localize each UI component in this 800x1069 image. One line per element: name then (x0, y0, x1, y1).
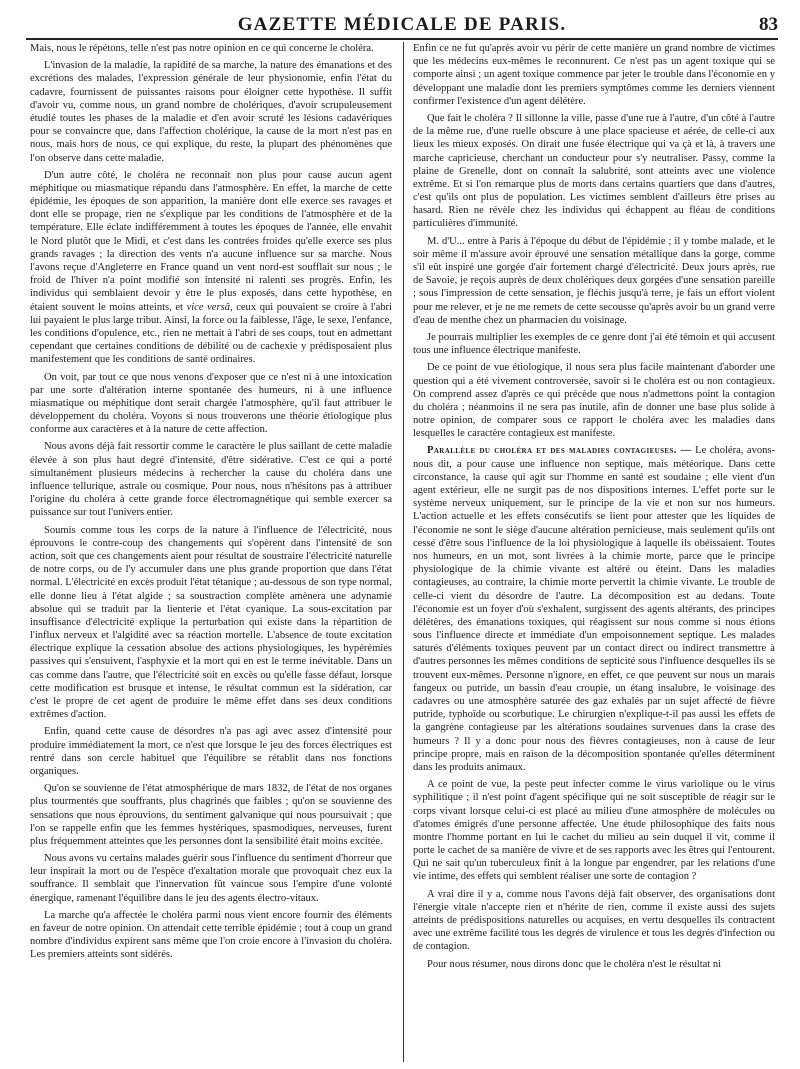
paragraph: Nous avons vu certains malades guérir sous l'influence du sentiment d'horreur que leur inspirait la mort ou de l'espèce d'exaltation morale que provoquait chez eux la souffrance. Il semblait que l'innervation fût vaincue sous l'empire d'une volonté énergique, ramenant l'équilibre dans le jeu des agents électro-vitaux. (30, 853, 392, 904)
paragraph: A ce point de vue, la peste peut infecter comme le virus variolique ou le virus syphilitique ; il n'est point d'agent spécifique qui ne soit susceptible de réagir sur le corps vivant lorsque celui-ci est placé au milieu d'une atmosphère de molécules ou d'atomes émigrés d'une personne affectée. Une étude philosophique des faits nous montre l'homme portant en lui le cachet du milieu au sein duquel il vit, comme il porte le cachet de sa manière de vivre et de ses rapports avec les êtres qui l'entourent. Qui ne sait qu'un tuberculeux finit à la longue par engendrer, par les relations d'une vie intime, des effets qui semblent réaliser une sorte de contagion ? (413, 779, 775, 883)
section-body: Le choléra, avons-nous dit, a pour cause une influence non septique, mais météorique. Dans cette circonstance, la cause qui agit sur l'homme en santé est soudaine ; elle vient d'un agent extérieur, elle ne surgit pas de nos dispositions internes. L'effet porte sur le système nerveux uniquement, sur le principe de la vie et non sur nos humeurs. L'action actuelle et les effets consécutifs se lient pour attester que les liquides de l'économie ne sont le siège d'aucune altération pernicieuse, mais seulement qu'ils ont cessé d'être sous l'influence de la loi physiologique à laquelle ils obéissaient. Toutes nos humeurs, en un mot, sont livrées à la chimie morte, parce que le principe physiologique de la chimie vivante est altéré ou éteint. Dans les maladies contagieuses, au contraire, la chimie morte pervertit la chimie vivante. Le trouble de celle-ci vient du désordre de l'autre. La décomposition est au dedans. Toute l'économie est un foyer d'où s'exhalent, surgissent des agents altérants, des principes délétères, des émanations toxiques, qui réagissent sur nous comme si nous étions sous l'influence directe et immédiate d'un empoisonnement septique. Les malades saturés d'éléments toxiques peuvent par un contact direct ou indirect transmettre à d'autres personnes les mêmes conditions de septicité sous l'influence desquelles ils se trouvent eux-mêmes. Personne n'ignore, en effet, ce que peuvent sur nous un marais fangeux ou putride, un bassin d'eau croupie, un étang insalubre, le voisinage des cadavres ou une atmosphère saturée des gaz exhalés par un sujet affecté de fièvre putride, typhoïde ou scorbutique. Le chirurgien n'explique-t-il pas aussi les effets de la gangrène contagieuse par les altérations soudaines survenues dans la crase des humeurs ? Il y a donc pour nous des fièvres contagieuses, non à cause de leur principe propre, mais en raison de la décomposition spontanée qu'elles déterminent dans les produits animaux. (413, 445, 775, 773)
paragraph: Mais, nous le répétons, telle n'est pas notre opinion en ce qui concerne le choléra. (30, 43, 374, 54)
paragraph: On voit, par tout ce que nous venons d'exposer que ce n'est ni à une intoxication par une sorte d'altération interne spontanée des humeurs, ni à une influence miasmatique ou méphitique dont serait chargée l'atmosphère, qu'il faut attribuer le développement du choléra. Voyons si nous trouverons une théorie étiologique plus conforme aux caractères et à la nature de cette affection. (30, 371, 392, 436)
paragraph: Enfin ce ne fut qu'après avoir vu périr de cette manière un grand nombre de victimes que les médecins eux-mêmes le reconnurent. Ce n'est pas un agent toxique qui se comporte ainsi ; un agent toxique commence par jeter le trouble dans l'économie en y développant une maladie dont les premiers symptômes comme les derniers viennent confirmer l'existence d'un agent délétère. (413, 43, 775, 107)
paragraph: De ce point de vue étiologique, il nous sera plus facile maintenant d'aborder une question qui a été vivement controversée, savoir si le choléra est ou non contagieux. On comprend assez d'après ce qui précède que nous n'admettons point la contagion du choléra ; néanmoins il ne sera pas inutile, afin de donner une base plus solide à notre opinion, de comparer sous ce rapport le choléra avec les maladies dans lesquelles le caractère contagieux est manifeste. (413, 362, 775, 440)
paragraph: Que fait le choléra ? Il sillonne la ville, passe d'une rue à l'autre, d'un côté à l'autre de la même rue, d'une ruelle obscure à une place spacieuse et aérée, de celle-ci aux lieux les mieux exposés. On dirait une fusée électrique qui va çà et là, à travers une marche capricieuse, cherchant un conducteur pour s'y neutraliser. Passy, comme la plaine de Grenelle, dont on connaît la salubrité, sont atteints avec une violence extrême. Et si l'on remarque plus de morts dans certains quartiers que dans d'autres, c'est qu'ils ont plus de population. Les victimes semblent d'ailleurs être prises au hasard. Rien ne révèle chez les individus qui échappent au fléau de conditions particulières d'immunité. (413, 112, 775, 230)
journal-title: GAZETTE MÉDICALE DE PARIS. (237, 14, 567, 35)
column-divider (403, 42, 404, 1062)
page-header (26, 10, 778, 40)
paragraph: Je pourrais multiplier les exemples de ce genre dont j'ai été témoin et qui accusent tous une influence électrique manifeste. (413, 331, 775, 357)
section-paragraph (413, 444, 775, 774)
paragraph: Nous avons déjà fait ressortir comme le caractère le plus saillant de cette maladie élevée à son plus haut degré d'intensité, d'être sidérative. C'est ce qui a porté simultanément plusieurs médecins à rechercher la cause du choléra dans une influence tellurique, astrale ou cosmique. Pour nous, nous n'hésitons pas à attribuer l'origine du choléra à cette grande force électromagnétique qui semble exercer sa puissance sur tout l'univers entier. (30, 441, 392, 519)
section-heading: Parallèle du choléra et des maladies contagieuses. — (427, 445, 692, 457)
paragraph: M. d'U... entre à Paris à l'époque du début de l'épidémie ; il y tombe malade, et le soir même il m'assure avoir éprouvé une sensation métallique dans la gorge, comme s'il eût inspiré une gorgée d'air fortement chargé d'électricité. Deux jours après, rue de Savoie, je reçois auprès de deux cholériques deux gorgées d'une sensation pareille ; sous l'impression de cette sensation, je fléchis jusqu'à terre, je fais un effort violent pour me relever, et je ne me remets de cette secousse qu'après avoir bu un grand verre d'eau de menthe chez un pharmacien du voisinage. (413, 235, 775, 326)
paragraph: Enfin, quand cette cause de désordres n'a pas agi avec assez d'intensité pour produire immédiatement la mort, ce n'est que lorsque le jeu des forces électriques est rentré dans son cercle habituel que l'équilibre se rétablit dans nos fonctions organiques. (30, 726, 392, 777)
page-number: 83 (759, 14, 778, 35)
paragraph: L'invasion de la maladie, la rapidité de sa marche, la nature des émanations et des excrétions des malades, l'expression générale de leur physionomie, enfin l'état du cadavre, fournissent de puissantes raisons pour éloigner cette hypothèse. Il suffit d'avoir vu, comme nous, un grand nombre de cholériques, d'avoir scrupuleusement étudié toutes les phases de la maladie et d'en avoir scruté les lésions cadavériques pour se convaincre que, dans l'affection cholérique, la cause de la mort n'est pas en nous, mais hors de nous, ce qui explique, du reste, la plupart des phénomènes que l'on observe dans cette maladie. (30, 60, 392, 164)
left-column (30, 42, 392, 1062)
paragraph: D'un autre côté, le choléra ne reconnaît non plus pour cause aucun agent méphitique ou miasmatique répandu dans l'atmosphère. En effet, la marche de cette épidémie, les époques de son apparition, la manière dont elle exerce ses ravages et dont elle se propage, rien ne s'explique par les conditions de l'atmosphère et de la température. Elle éclate indifféremment à toutes les époques de l'année, elle envahit le Nord plutôt que le Midi, et c'est dans les contrées froides qu'elle exerce ses plus grands ravages ; la direction des vents n'a aucune influence sur sa marche. Nous l'avons reçue d'Angleterre en France quand un vent nord-est soufflait sur nous ; le froid de l'hiver n'a point modifié son intensité ni ralenti ses progrès. Enfin, les individus qui semblaient devoir y être le plus exposés, dans cette hypothèse, en étaient souvent le moins atteints, et vice versâ, ceux qui pouvaient se croire à l'abri lui payaient le plus large tribut. Ainsi, la force ou la faiblesse, l'âge, le sexe, l'enfance, les conditions d'opulence, etc., rien ne mettait à l'abri de ses coups, tout en admettant cependant que certaines conditions de débilité ou de cachexie y prédisposaient plus manifestement que les conditions de santé ordinaires. (30, 169, 392, 366)
paragraph: Pour nous résumer, nous dirons donc que le choléra n'est le résultat ni (427, 958, 722, 970)
paragraph: La marche qu'a affectée le choléra parmi nous vient encore fournir des éléments en faveur de notre opinion. On attendait cette terrible épidémie ; tout à coup un grand nombre d'individus expirent sans même que l'on croie encore à l'invasion du choléra. Les premiers atteints sont sidérés. (30, 909, 392, 961)
paragraph: A vrai dire il y a, comme nous l'avons déjà fait observer, des organisations dont l'énergie vitale n'accepte rien et n'hérite de rien, comme il existe aussi des sujets atteints de prédispositions naturelles ou acquises, en vertu desquelles ils contractent avec une extrême facilité tous les degrés de virulence et tous les degrés d'infection ou de contagion. (413, 888, 775, 953)
paragraph: Soumis comme tous les corps de la nature à l'influence de l'électricité, nous éprouvons le contre-coup des changements qui s'opèrent dans l'intensité de son action, soit que ces changements aient pour résultat de soustraire l'électricité naturelle de notre corps, ou de l'y accumuler dans une plus grande proportion que dans l'état normal. L'électricité en excès produit l'état tétanique ; au-dessous de son type normal, elle donne lieu à l'état algide ; sa soustraction complète amènera une adynamie absolue qui se traduit par la lienterie et l'état cyanique. La sous-excitation par insuffisance d'électricité explique la perturbation qui existe dans la répartition de l'influx nerveux et l'algidité avec sa réaction mortelle. L'absence de toute excitation électrique explique la cessation absolue des actions physiologiques, les hypérémies passives qui s'ensuivent, l'asphyxie et la mort qui en est le terme inévitable. Dans un cas comme dans l'autre, que l'électricité soit en excès ou qu'elle fasse défaut, lorsque cette modification est brusque et intense, le résultat commun est la sidération, car c'est le propre de cet agent de produire le même effet dans ses deux conditions extrêmes d'action. (30, 524, 392, 721)
right-column (413, 42, 775, 1062)
paragraph: Qu'on se souvienne de l'état atmosphérique de mars 1832, de l'état de nos organes plus tourmentés que souffrants, plus chagrinés que faibles ; qu'on se souvienne des sensations que nous éprouvions, du sentiment galvanique qui nous poursuivait ; que l'on se rappelle enfin que les femmes hystériques, spasmodiques, nerveuses, furent plus fréquemment atteintes que les personnes dont la sensibilité était moins excitée. (30, 783, 392, 847)
